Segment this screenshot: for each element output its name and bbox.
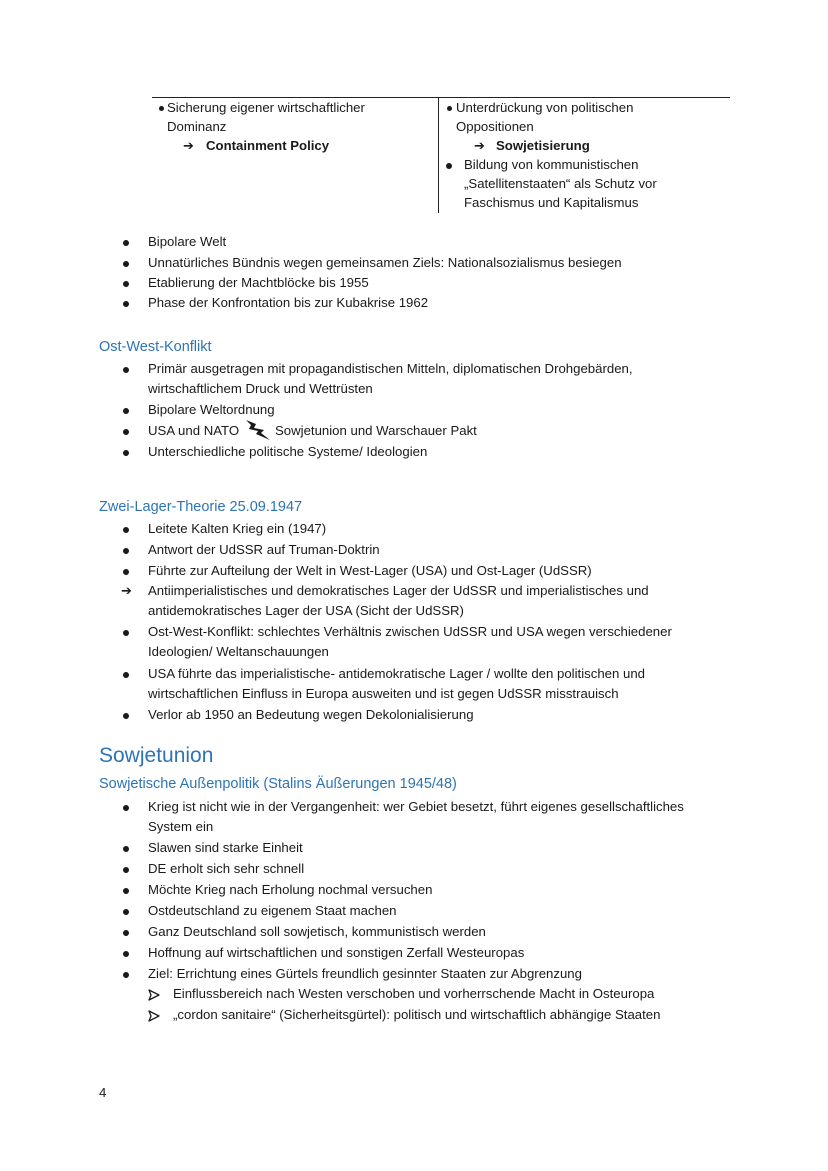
- bullet: [123, 240, 129, 246]
- bullet: [123, 805, 129, 811]
- list-item: Ziel: Errichtung eines Gürtels freundlich gesinnter Staaten zur Abgrenzung: [148, 966, 582, 981]
- triangle-bullet-icon: [148, 1010, 160, 1022]
- table-right-text: Bildung von kommunistischen: [464, 157, 639, 172]
- sowjetisierung-label: Sowjetisierung: [496, 138, 590, 153]
- bullet: [123, 951, 129, 957]
- list-item: DE erholt sich sehr schnell: [148, 861, 305, 876]
- bullet: [123, 888, 129, 894]
- table-right-text: „Satellitenstaaten“ als Schutz vor: [464, 176, 657, 191]
- table-left-text: Sicherung eigener wirtschaftlicher: [167, 100, 365, 115]
- list-item: Antwort der UdSSR auf Truman-Doktrin: [148, 542, 380, 557]
- list-item: Bipolare Welt: [148, 234, 227, 249]
- triangle-bullet-icon: [148, 989, 160, 1001]
- table-right-text: Faschismus und Kapitalismus: [464, 195, 639, 210]
- bullet: [123, 672, 129, 678]
- list-item: USA und NATO: [148, 423, 240, 438]
- table-column-divider: [438, 97, 439, 213]
- sub-list-item: „cordon sanitaire“ (Sicherheitsgürtel): politisch und wirtschaftlich abhängige Staaten: [173, 1007, 661, 1022]
- sub-list-item: Einflussbereich nach Westen verschoben und vorherrschende Macht in Osteuropa: [173, 986, 655, 1001]
- bullet: [123, 867, 129, 873]
- list-item: antidemokratisches Lager der USA (Sicht der UdSSR): [148, 603, 464, 618]
- bullet: [123, 569, 129, 575]
- bullet: [123, 527, 129, 533]
- list-item: wirtschaftlichem Druck und Wettrüsten: [148, 381, 373, 396]
- list-item: Verlor ab 1950 an Bedeutung wegen Dekolonialisierung: [148, 707, 474, 722]
- containment-policy-label: Containment Policy: [206, 138, 330, 153]
- bullet: [123, 548, 129, 554]
- list-item: Unnatürliches Bündnis wegen gemeinsamen Ziels: Nationalsozialismus besiegen: [148, 255, 622, 270]
- list-item: Etablierung der Machtblöcke bis 1955: [148, 275, 369, 290]
- chapter-heading: Sowjetunion: [99, 744, 214, 767]
- bullet: [123, 450, 129, 456]
- table-left-text: Dominanz: [167, 119, 227, 134]
- bullet: [123, 408, 129, 414]
- list-item: Bipolare Weltordnung: [148, 402, 275, 417]
- bullet: [123, 367, 129, 373]
- bullet: [123, 261, 129, 267]
- bullet: [159, 106, 164, 111]
- bullet: [446, 163, 452, 169]
- arrow-icon: ➔: [183, 138, 194, 153]
- list-item: Phase der Konfrontation bis zur Kubakrise 1962: [148, 295, 429, 310]
- bullet: [123, 846, 129, 852]
- section-heading: Sowjetische Außenpolitik (Stalins Äußerungen 1945/48): [99, 776, 457, 792]
- bullet: [123, 429, 129, 435]
- bullet: [123, 909, 129, 915]
- section-heading: Zwei-Lager-Theorie 25.09.1947: [99, 499, 303, 515]
- list-item: Ganz Deutschland soll sowjetisch, kommunistisch werden: [148, 924, 486, 939]
- list-item: Ideologien/ Weltanschauungen: [148, 644, 329, 659]
- list-item: Hoffnung auf wirtschaftlichen und sonstigen Zerfall Westeuropas: [148, 945, 525, 960]
- list-item: System ein: [148, 819, 214, 834]
- bullet: [123, 281, 129, 287]
- bullet: [123, 301, 129, 307]
- page-number: 4: [99, 1085, 107, 1100]
- bullet: [447, 106, 452, 111]
- arrow-icon: ➔: [121, 583, 132, 598]
- list-item: Leitete Kalten Krieg ein (1947): [148, 521, 327, 536]
- list-item: wirtschaftlichen Einfluss in Europa ausweiten und ist gegen UdSSR misstrauisch: [148, 686, 619, 701]
- list-item: Ost-West-Konflikt: schlechtes Verhältnis zwischen UdSSR und USA wegen verschiedener: [148, 624, 672, 639]
- list-item: USA führte das imperialistische- antidemokratische Lager / wollte den politischen und: [148, 666, 645, 681]
- lightning-icon: [244, 418, 272, 442]
- list-item: Krieg ist nicht wie in der Vergangenheit: wer Gebiet besetzt, führt eigenes gesellschaftliches: [148, 799, 684, 814]
- bullet: [123, 930, 129, 936]
- bullet: [123, 972, 129, 978]
- list-item: Primär ausgetragen mit propagandistischen Mitteln, diplomatischen Drohgebärden,: [148, 361, 633, 376]
- list-item: Slawen sind starke Einheit: [148, 840, 303, 855]
- section-heading: Ost-West-Konflikt: [99, 339, 212, 355]
- list-item: Ostdeutschland zu eigenem Staat machen: [148, 903, 397, 918]
- list-item: Möchte Krieg nach Erholung nochmal versuchen: [148, 882, 433, 897]
- list-item: Führte zur Aufteilung der Welt in West-Lager (USA) und Ost-Lager (UdSSR): [148, 563, 592, 578]
- table-top-border: [152, 97, 730, 98]
- table-right-text: Unterdrückung von politischen: [456, 100, 634, 115]
- arrow-icon: ➔: [474, 138, 485, 153]
- bullet: [123, 630, 129, 636]
- list-item: Sowjetunion und Warschauer Pakt: [275, 423, 477, 438]
- list-item: Antiimperialistisches und demokratisches Lager der UdSSR und imperialistisches und: [148, 583, 649, 598]
- table-right-text: Oppositionen: [456, 119, 534, 134]
- bullet: [123, 713, 129, 719]
- list-item: Unterschiedliche politische Systeme/ Ideologien: [148, 444, 428, 459]
